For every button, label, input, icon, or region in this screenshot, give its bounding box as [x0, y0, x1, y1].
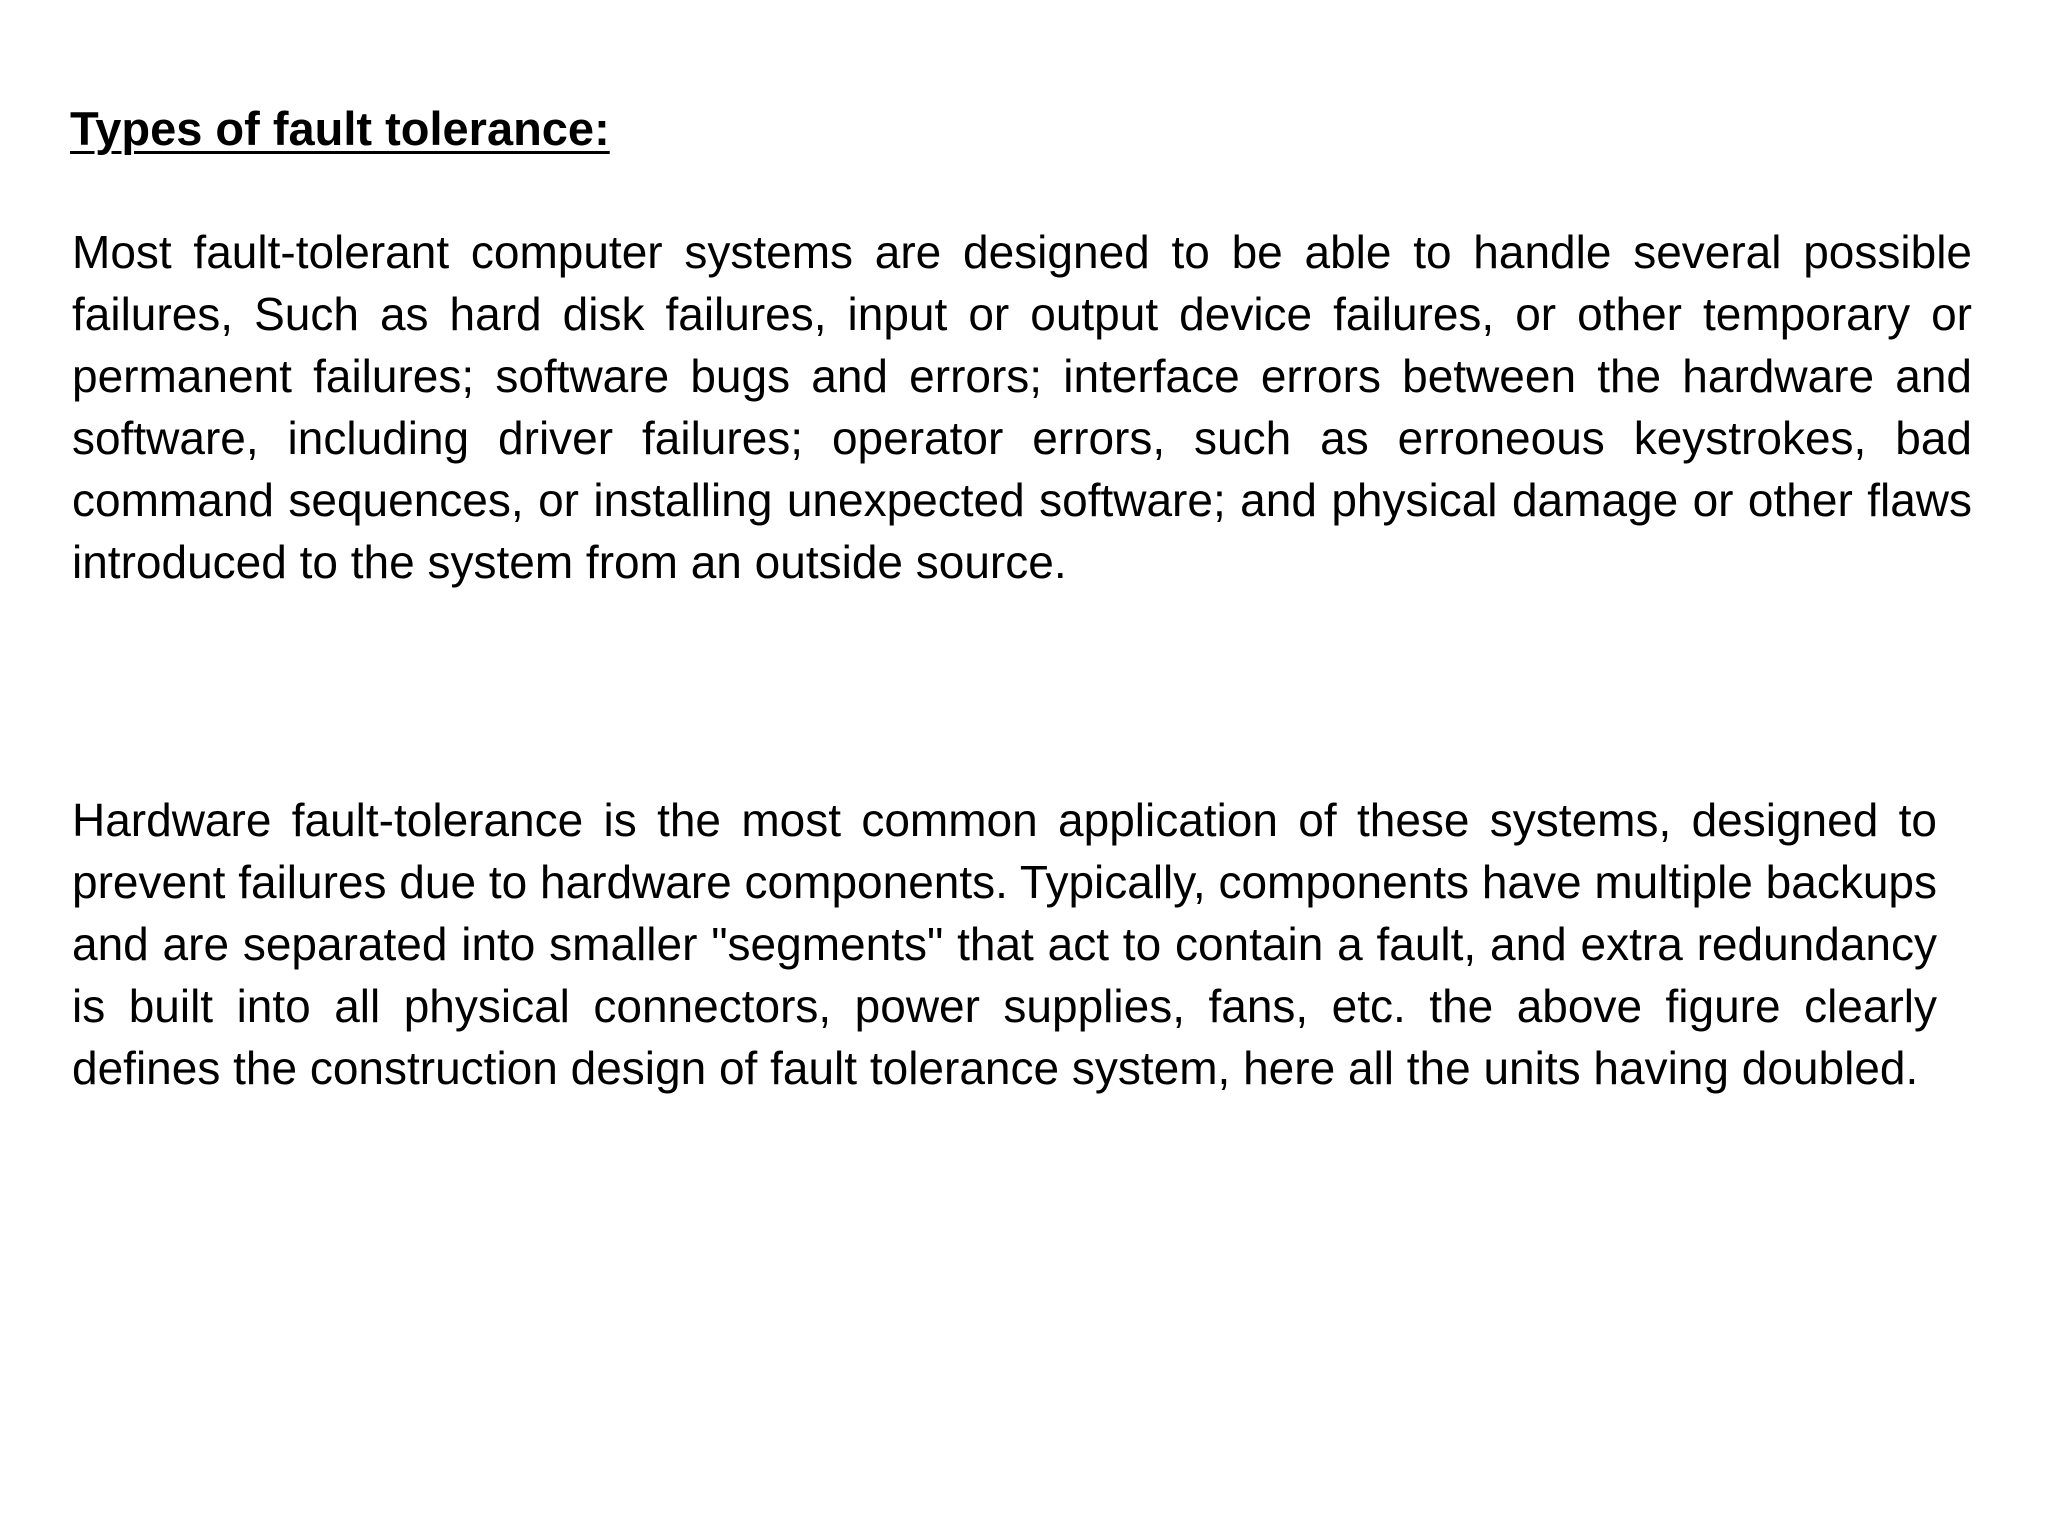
paragraph-fault-types: Most fault-tolerant computer systems are designed to be able to handle several possible failures, Such as hard disk failures, input or output device failures, or other temporary or permanent failures; software bugs and errors; interface errors between the hardware and software, including driver failures; operator errors, such as erroneous keystrokes, bad command sequences, or installing unexpected software; and physical damage or other flaws introduced to the system from an outside source.	[72, 226, 1972, 588]
section-heading: Types of fault tolerance:	[70, 102, 610, 155]
paragraph-hardware-fault-tolerance: Hardware fault-tolerance is the most common application of these systems, designed to prevent failures due to hardware components. Typically, components have multiple backups and are separated into smaller "segments" that act to contain a fault, and extra redundancy is built into all physical connectors, power supplies, fans, etc. the above figure clearly defines the construction design of fault tolerance system, here all the units having doubled.	[72, 794, 1937, 1094]
